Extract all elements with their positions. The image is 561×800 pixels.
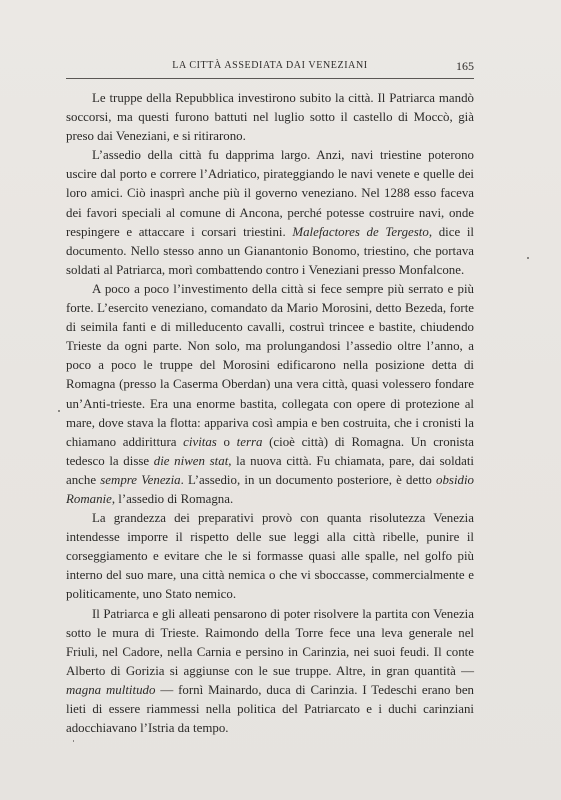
text-run: La grandezza dei preparativi provò con quanta risolutezza Venezia intendesse imporre il rispetto delle sue leggi alla città ribelle, punire il corseggiamento e evitare che le si formasse quasi alle spalle, nel golfo più interno del suo mare, una città nemica o che vi sboccasse, commercialmente e politicamente, uno Stato nemico.: [66, 511, 474, 602]
italic-run: Malefactores de Tergesto: [292, 224, 429, 239]
paragraph: [66, 605, 474, 739]
paper-speck: [527, 257, 529, 259]
header-rule: [66, 78, 474, 79]
text-run: A poco a poco l’investimento della città si fece sempre più serrato e più forte. L’esercito veneziano, comandato da Mario Morosini, detto Bezeda, forte di seimila fanti e di milleducento cavalli, costruì trincee e bastite, chiudendo Trieste da ogni parte. Non solo, ma prolungandosi l’assedio oltre l’anno, a poco a poco le truppe del Morosini edificarono nella posizione detta di Romagna (presso la Caserma Oberdan) una vera città, quasi volessero fondare un’Anti-trieste. Era una enorme bastita, collegata con opere di protezione al mare, dove stava la flotta: appariva così ampia e ben costruita, che i cronisti la chiamano addirittura: [66, 281, 474, 449]
text-run: Le truppe della Repubblica investirono subito la città. Il Patriarca mandò soccorsi, ma questi furono battuti nel luglio sotto il castello di Moccò, già preso dai Veneziani, e si ritirarono.: [66, 91, 474, 144]
text-run: , dice il documento. Nello stesso anno un Gianantonio Bonomo, triestino, che portava soldati al Patriarca, morì combattendo contro i Veneziani presso Monfalcone.: [66, 224, 474, 277]
paper-speck: [73, 740, 74, 742]
italic-run: civitas: [183, 434, 217, 449]
paper-speck: [58, 410, 60, 412]
italic-run: magna multitudo: [66, 682, 156, 697]
text-run: , la nuova città. Fu chiamata, pare, dai soldati anche: [66, 453, 474, 487]
italic-run: terra: [236, 434, 263, 449]
text-run: , l’assedio di Romagna.: [111, 491, 234, 506]
page-header: [66, 60, 474, 80]
italic-run: sempre Venezia: [100, 472, 181, 487]
text-run: L’assedio della città fu dapprima largo. Anzi, navi triestine poterono uscire dal porto e correre l’Adriatico, pirateggiando le navi venete e quelle dei loro amici. Ciò inasprì anche più il governo veneziano. Nel 1288 esso faceva dei favori speciali al comune di Ancona, perché potesse costruire navi, onde respingere e attaccare i corsari triestini.: [66, 148, 474, 239]
text-run: (cioè città) di Romagna. Un cronista tedesco la disse: [66, 434, 474, 468]
text-run: . L’assedio, in un documento posteriore, è detto: [180, 472, 437, 487]
page-number: 165: [456, 59, 474, 73]
italic-run: obsidio Romanie: [66, 472, 474, 506]
paragraph: [66, 146, 474, 280]
text-run: — fornì Mainardo, duca di Carinzia. I Tedeschi erano ben lieti di essere riammessi nella politica del Patriarcato e i duchi carinziani adocchiavano l’Istria da tempo.: [66, 682, 474, 736]
italic-run: die niwen stat: [153, 453, 229, 468]
paragraph: [66, 509, 474, 604]
paragraph: [66, 280, 474, 509]
running-title: LA CITTÀ ASSEDIATA DAI VENEZIANI: [172, 60, 368, 71]
paragraph: [66, 89, 474, 146]
text-run: Il Patriarca e gli alleati pensarono di poter risolvere la partita con Venezia sotto le mura di Trieste. Raimondo della Torre fece una leva generale nel Friuli, nel Cadore, nella Carnia e persino in Carinzia, nei suoi feudi. Il conte Alberto di Gorizia si aggiunse con le sue truppe. Altre, in gran quantità —: [66, 606, 474, 678]
body-text: [66, 89, 474, 738]
text-run: o: [216, 434, 237, 449]
